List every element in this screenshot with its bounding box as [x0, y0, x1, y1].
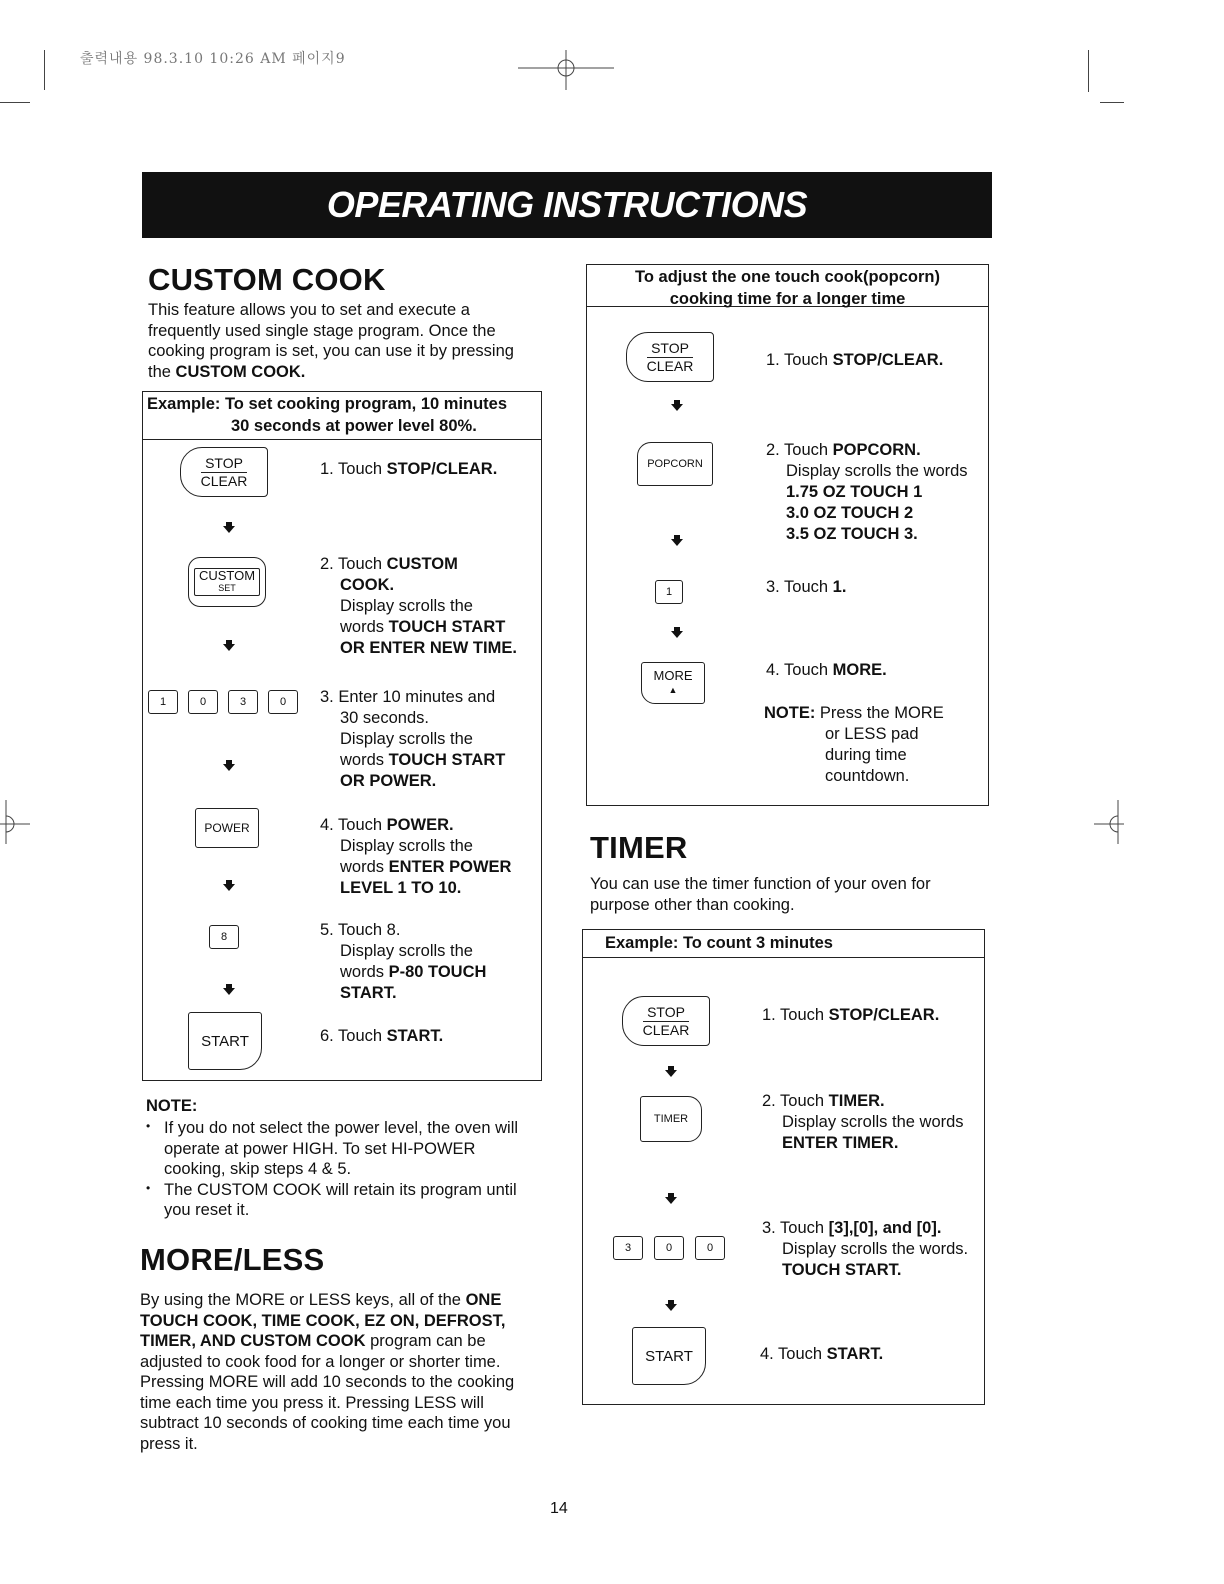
- more-less-body: [140, 1290, 525, 1454]
- step-bold: ENTER POWER: [388, 858, 512, 876]
- key-label: CLEAR: [646, 357, 694, 374]
- step-number: 2.: [320, 555, 334, 573]
- step-number: 3.: [766, 578, 780, 596]
- step-text: Touch: [775, 1006, 829, 1024]
- print-header: 출력내용 98.3.10 10:26 AM 페이지9: [80, 51, 346, 67]
- page-number: 14: [550, 1500, 568, 1517]
- step-bold: START.: [826, 1345, 884, 1363]
- popcorn-step-4: [766, 660, 887, 681]
- body-text: program can be adjusted to cook food for a longer or shorter time. Pressing MORE will add 10 seconds to the cooking time each time you press it. Pressing LESS will subtract 10 seconds of cooking time each time you press it.: [140, 1332, 515, 1453]
- step-bold: OR ENTER NEW TIME.: [340, 639, 517, 657]
- key-label: CLEAR: [200, 472, 248, 489]
- step-text: Display scrolls the: [340, 942, 473, 960]
- step-text: Display scrolls the words: [786, 462, 968, 480]
- step-number: 2.: [762, 1092, 776, 1110]
- step-text: Touch: [333, 816, 387, 834]
- digit-key: 0: [695, 1236, 725, 1260]
- down-arrow-icon: [671, 631, 683, 638]
- registration-mark: [0, 800, 30, 844]
- step-bold: START.: [340, 984, 397, 1002]
- step-bold: POWER.: [386, 816, 454, 834]
- digit-key: 3: [228, 690, 258, 714]
- stop-clear-key: [626, 332, 714, 382]
- crop-mark: [1100, 102, 1124, 103]
- timer-title: TIMER: [590, 830, 688, 865]
- step-text: Touch: [779, 578, 833, 596]
- step-number: 4.: [320, 816, 334, 834]
- stop-clear-key: [622, 996, 710, 1046]
- step-text: Touch: [775, 1092, 829, 1110]
- digit-key: 1: [655, 580, 683, 604]
- timer-intro: You can use the timer function of your oven for purpose other than cooking.: [590, 875, 931, 914]
- step-bold: ENTER TIMER.: [782, 1134, 899, 1152]
- step-bold: 3.0 OZ TOUCH 2: [786, 504, 914, 522]
- step-bold: TOUCH START: [388, 618, 506, 636]
- timer-key: TIMER: [640, 1096, 702, 1142]
- example-line: Example: To set cooking program, 10 minutes: [147, 395, 508, 413]
- step-number: 4.: [760, 1345, 774, 1363]
- step-text: Display scrolls the words: [782, 1113, 964, 1131]
- step-bold: 3.5 OZ TOUCH 3.: [786, 525, 918, 543]
- note-item: • If you do not select the power level, the oven will operate at power HIGH. To set HI-POWER cooking, skip steps 4 & 5.: [142, 1118, 537, 1180]
- note-item: • The CUSTOM COOK will retain its program until you reset it.: [142, 1180, 537, 1221]
- step-bold: MORE.: [832, 661, 887, 679]
- crop-mark: [0, 102, 30, 103]
- timer-step-3: [762, 1218, 982, 1281]
- step-bold: OR POWER.: [340, 772, 437, 790]
- down-arrow-icon: [665, 1070, 677, 1077]
- key-label: STOP: [205, 454, 243, 471]
- digit-key: 1: [148, 690, 178, 714]
- step-bold: 1.75 OZ TOUCH 1: [786, 483, 923, 501]
- step-number: 5.: [320, 921, 334, 939]
- down-arrow-icon: [665, 1197, 677, 1204]
- popcorn-step-3: [766, 577, 846, 598]
- step-bold: STOP/CLEAR.: [386, 460, 498, 478]
- down-arrow-icon: [671, 404, 683, 411]
- step-text: words: [340, 751, 389, 769]
- note-title: NOTE:: [146, 1097, 198, 1115]
- down-arrow-icon: [665, 1304, 677, 1311]
- box-header-line: cooking time for a longer time: [669, 290, 906, 308]
- step-text: Touch: [333, 460, 387, 478]
- registration-mark: [1094, 800, 1124, 844]
- crop-mark: [1088, 50, 1089, 92]
- more-less-title: MORE/LESS: [140, 1242, 325, 1277]
- step-1: [320, 459, 497, 480]
- step-bold: TIMER.: [828, 1092, 885, 1110]
- step-text: Display scrolls the words.: [782, 1240, 969, 1258]
- down-arrow-icon: [223, 526, 235, 533]
- more-key: [641, 662, 705, 704]
- timer-step-2: [762, 1091, 982, 1154]
- down-arrow-icon: [671, 539, 683, 546]
- example-header: [143, 392, 541, 440]
- popcorn-key: POPCORN: [637, 442, 713, 486]
- step-2: [320, 554, 540, 659]
- step-number: 6.: [320, 1027, 334, 1045]
- step-bold: [3],[0], and [0].: [828, 1219, 942, 1237]
- step-text: Touch: [333, 1027, 387, 1045]
- start-key: START: [632, 1327, 706, 1385]
- step-text: Touch: [773, 1345, 827, 1363]
- step-bold: COOK.: [340, 576, 395, 594]
- step-3: [320, 687, 540, 792]
- custom-set-key: [188, 557, 266, 607]
- crop-mark: [44, 50, 45, 90]
- step-bold: 1.: [832, 578, 847, 596]
- step-number: 3.: [762, 1219, 776, 1237]
- key-inner: [194, 568, 260, 596]
- popcorn-step-1: [766, 350, 943, 371]
- digit-key: 0: [268, 690, 298, 714]
- start-key: START: [188, 1012, 262, 1070]
- step-text: Display scrolls the: [340, 730, 473, 748]
- box-header-line: To adjust the one touch cook(popcorn): [635, 268, 940, 286]
- step-bold: TOUCH START.: [782, 1261, 902, 1279]
- timer-step-4: [760, 1344, 883, 1365]
- digit-key: 0: [188, 690, 218, 714]
- key-label: MORE: [653, 668, 693, 683]
- note-text: during time: [825, 746, 907, 764]
- step-number: 1.: [766, 351, 780, 369]
- step-bold: POPCORN.: [832, 441, 921, 459]
- example-line: 30 seconds at power level 80%.: [231, 417, 477, 435]
- note-text: or LESS pad: [825, 725, 919, 743]
- note-label: NOTE:: [764, 704, 816, 722]
- step-bold: START.: [386, 1027, 444, 1045]
- popcorn-step-2: [766, 440, 986, 545]
- step-text: Touch 8.: [333, 921, 401, 939]
- digit-key: 8: [209, 925, 239, 949]
- intro-text: This feature allows you to set and execute a frequently used single stage program. Once the cooking program is set, you can use it by pressing the: [148, 301, 514, 381]
- step-text: Display scrolls the: [340, 597, 473, 615]
- intro-bold: CUSTOM COOK.: [175, 362, 306, 381]
- step-number: 3.: [320, 688, 334, 706]
- key-label: STOP: [647, 1003, 685, 1020]
- key-label: SET: [218, 583, 236, 593]
- step-number: 4.: [766, 661, 780, 679]
- step-text: Enter 10 minutes and: [333, 688, 496, 706]
- step-number: 2.: [766, 441, 780, 459]
- banner-title: OPERATING INSTRUCTIONS: [326, 184, 808, 225]
- timer-step-1: [762, 1005, 939, 1026]
- stop-clear-key: [180, 447, 268, 497]
- popcorn-box-header: [587, 265, 988, 307]
- timer-example-header: Example: To count 3 minutes: [583, 930, 984, 958]
- step-bold: TOUCH START: [388, 751, 506, 769]
- step-6: [320, 1026, 443, 1047]
- popcorn-note: [764, 703, 979, 787]
- step-bold: LEVEL 1 TO 10.: [340, 879, 462, 897]
- step-number: 1.: [320, 460, 334, 478]
- body-text: By using the MORE or LESS keys, all of the: [140, 1291, 461, 1309]
- down-arrow-icon: [223, 644, 235, 651]
- key-label: CLEAR: [642, 1021, 690, 1038]
- digit-key: 0: [654, 1236, 684, 1260]
- step-bold: CUSTOM: [386, 555, 458, 573]
- step-text: Touch: [775, 1219, 829, 1237]
- body-bold: ONE TOUCH COOK, TIME COOK, EZ ON, DEFROST, TIMER, AND CUSTOM COOK: [140, 1291, 506, 1350]
- step-4: [320, 815, 540, 899]
- step-5: [320, 920, 540, 1004]
- power-key: POWER: [195, 808, 259, 848]
- up-triangle-icon: ▲: [668, 685, 678, 695]
- step-text: Touch: [779, 661, 833, 679]
- note-text: Press the MORE: [815, 704, 944, 722]
- digit-key: 3: [613, 1236, 643, 1260]
- step-text: Touch: [779, 351, 833, 369]
- registration-mark: [518, 50, 614, 90]
- down-arrow-icon: [223, 884, 235, 891]
- custom-cook-title: CUSTOM COOK: [148, 262, 386, 297]
- step-text: words: [340, 618, 389, 636]
- step-text: words: [340, 858, 389, 876]
- step-text: Display scrolls the: [340, 837, 473, 855]
- down-arrow-icon: [223, 988, 235, 995]
- step-text: 30 seconds.: [340, 709, 429, 727]
- note-text: countdown.: [825, 767, 910, 785]
- step-text: Touch: [779, 441, 833, 459]
- step-bold: STOP/CLEAR.: [832, 351, 944, 369]
- note-list: [142, 1118, 537, 1221]
- key-label: STOP: [651, 339, 689, 356]
- step-text: Touch: [333, 555, 387, 573]
- down-arrow-icon: [223, 764, 235, 771]
- step-text: words: [340, 963, 389, 981]
- step-bold: P-80 TOUCH: [388, 963, 487, 981]
- key-label: CUSTOM: [198, 568, 256, 583]
- step-bold: STOP/CLEAR.: [828, 1006, 940, 1024]
- section-banner: [142, 172, 992, 238]
- step-number: 1.: [762, 1006, 776, 1024]
- custom-cook-intro: [148, 300, 533, 382]
